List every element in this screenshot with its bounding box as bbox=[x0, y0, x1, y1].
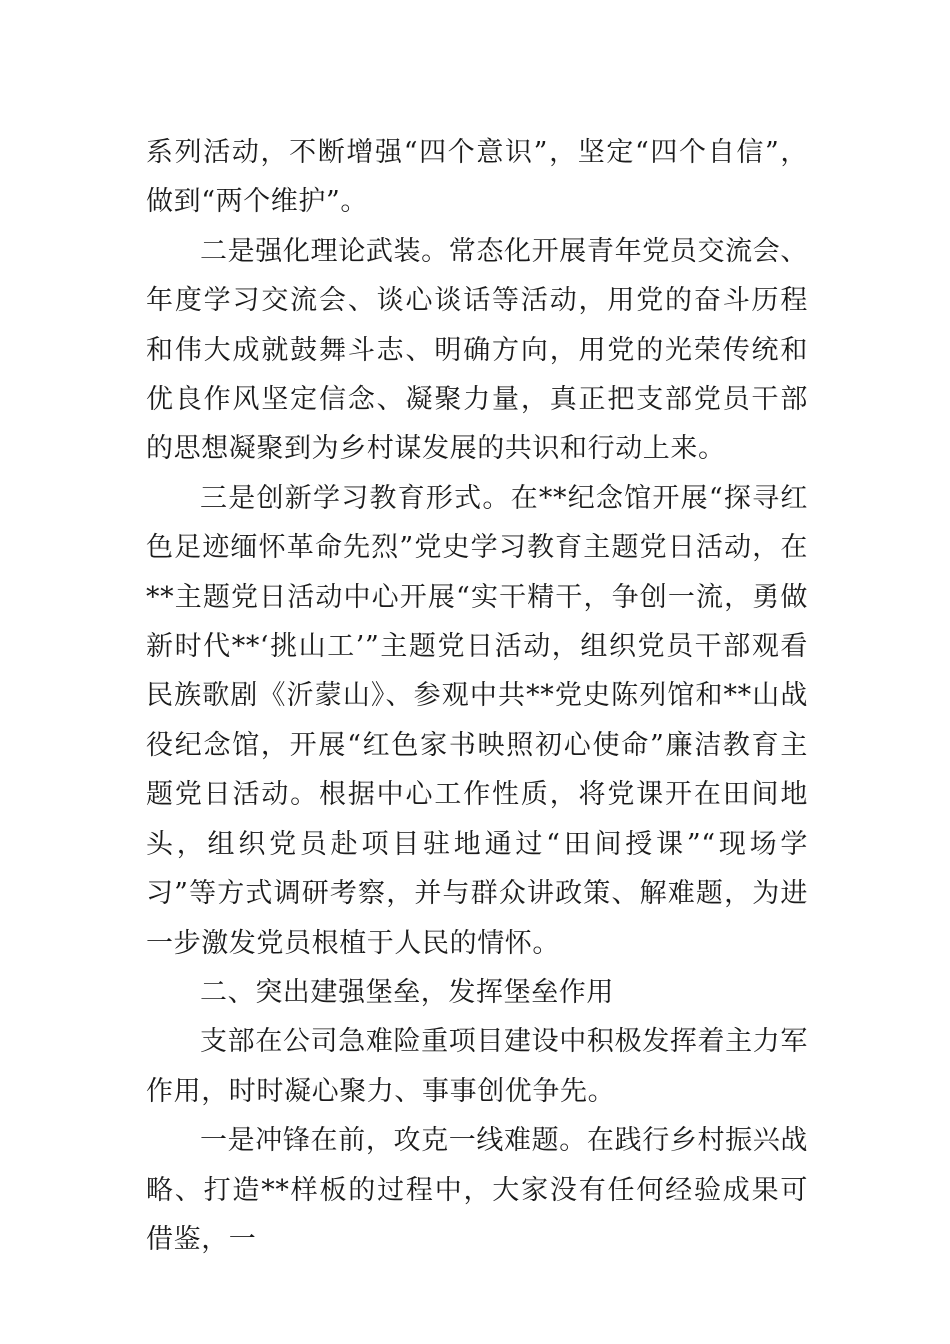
paragraph-charge-forward: 一是冲锋在前，攻克一线难题。在践行乡村振兴战略、打造**样板的过程中，大家没有任何经验成果可借鉴，一 bbox=[146, 1125, 808, 1255]
paragraph-innovative-education: 三是创新学习教育形式。在**纪念馆开展“探寻红色足迹缅怀革命先烈”党史学习教育主题党日活动，在**主题党日活动中心开展“实干精干，争创一流，勇做新时代**‘挑山工’”主题党日活动，组织党员干部观看民族歌剧《沂蒙山》、参观中共**党史陈列馆和**山战役纪念馆，开展“红色家书映照初心使命”廉洁教育主题党日活动。根据中心工作性质，将党课开在田间地头，组织党员赴项目驻地通过“田间授课”“现场学习”等方式调研考察，并与群众讲政策、解难题，为进一步激发党员根植于人民的情怀。 bbox=[146, 482, 808, 959]
document-body bbox=[146, 128, 808, 1264]
paragraph-continued: 系列活动，不断增强“四个意识”，坚定“四个自信”，做到“两个维护”。 bbox=[146, 137, 808, 218]
paragraph-main-force: 支部在公司急难险重项目建设中积极发挥着主力军作用，时时凝心聚力、事事创优争先。 bbox=[146, 1026, 808, 1107]
section-heading-fortress: 二、突出建强堡垒，发挥堡垒作用 bbox=[200, 976, 614, 1008]
paragraph-theory-armament: 二是强化理论武装。常态化开展青年党员交流会、年度学习交流会、谈心谈话等活动，用党的奋斗历程和伟大成就鼓舞斗志、明确方向，用党的光荣传统和优良作风坚定信念、凝聚力量，真正把支部党员干部的思想凝聚到为乡村谋发展的共识和行动上来。 bbox=[146, 235, 808, 465]
